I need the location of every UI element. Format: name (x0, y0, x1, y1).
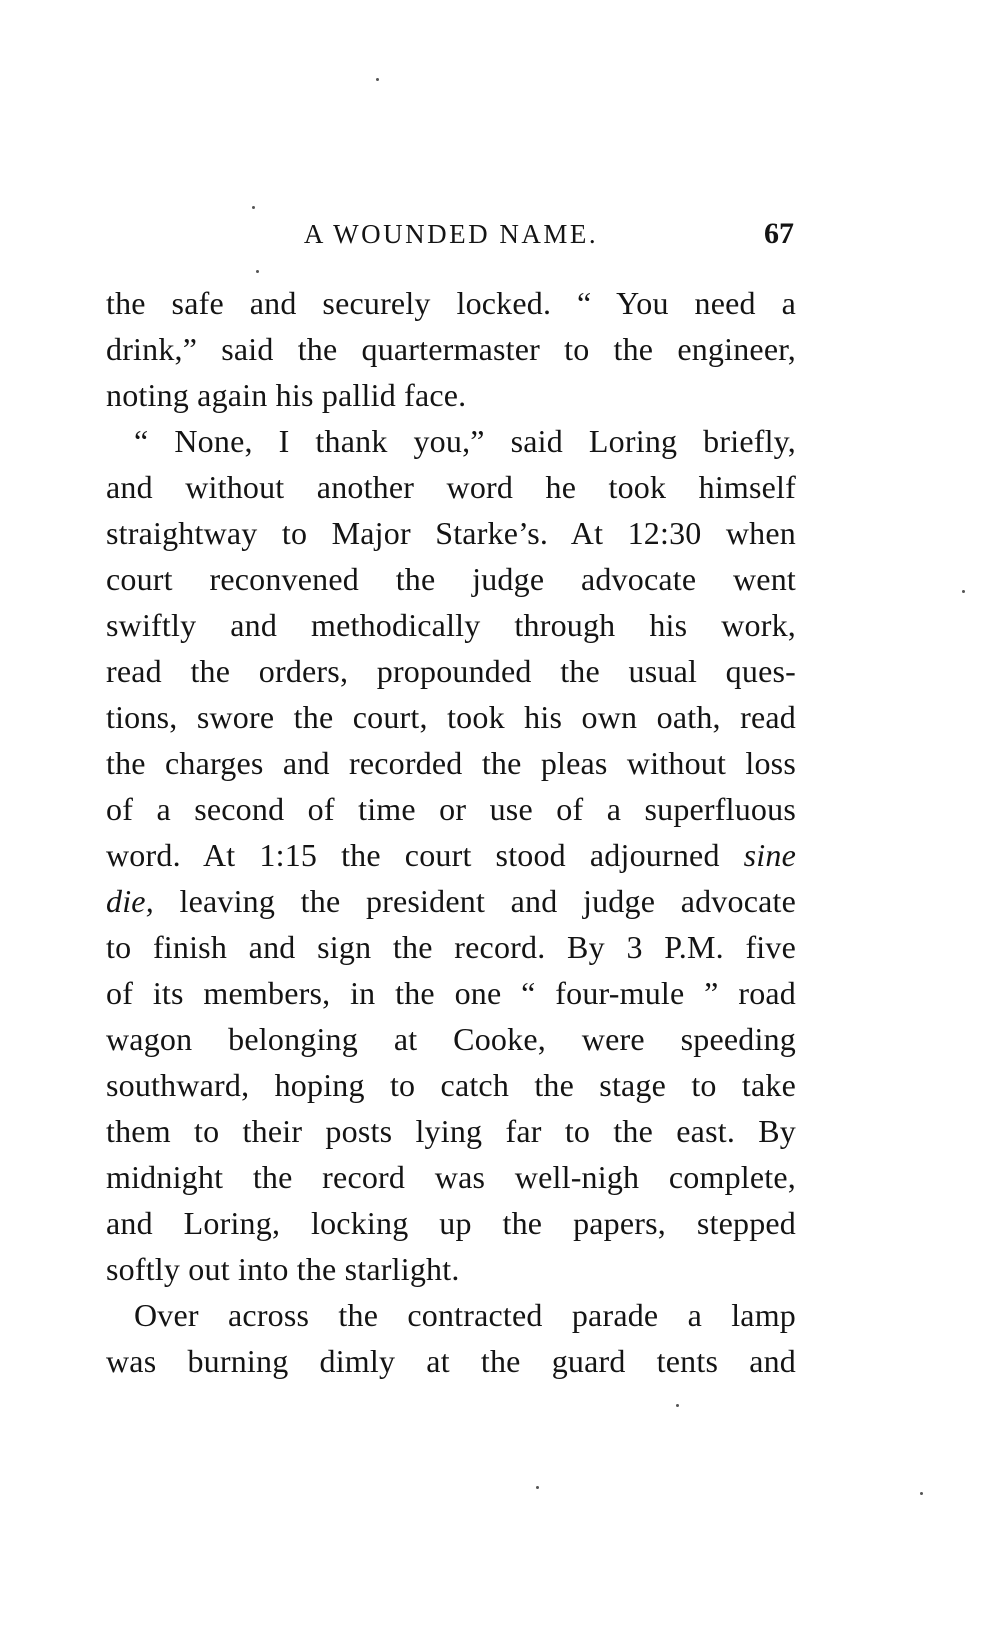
scan-speck (256, 270, 259, 273)
page-number: 67 (764, 217, 794, 250)
text-line: midnight the record was well-nigh complete, (106, 1159, 796, 1195)
text-line: and Loring, locking up the papers, stepped (106, 1205, 796, 1241)
text-line: “ None, I thank you,” said Loring briefly, (134, 423, 796, 459)
scan-speck (376, 78, 379, 81)
text-line: to finish and sign the record. By 3 P.M. five (106, 929, 796, 965)
text-line: read the orders, propounded the usual ques- (106, 653, 796, 689)
text-line: straightway to Major Starke’s. At 12:30 when (106, 515, 796, 551)
text-line: swiftly and methodically through his work, (106, 607, 796, 643)
scan-speck (536, 1486, 539, 1489)
running-title: A WOUNDED NAME. (303, 219, 599, 249)
text-line: drink,” said the quartermaster to the engineer, (106, 331, 796, 367)
text-line: Over across the contracted parade a lamp (134, 1297, 796, 1333)
running-head (108, 214, 794, 254)
text-line: tions, swore the court, took his own oath, read (106, 699, 796, 735)
text-line: of its members, in the one “ four-mule ” road (106, 975, 796, 1011)
scan-speck (676, 1404, 679, 1407)
text-line: noting again his pallid face. (106, 377, 467, 413)
text-line: die, leaving the president and judge advocate (106, 883, 796, 919)
text-line: wagon belonging at Cooke, were speeding (106, 1021, 796, 1057)
text-line: of a second of time or use of a superfluous (106, 791, 796, 827)
body-text (106, 280, 796, 1384)
scan-speck (920, 1492, 923, 1495)
text-line: word. At 1:15 the court stood adjourned sine (106, 837, 796, 873)
text-line: was burning dimly at the guard tents and (106, 1343, 796, 1379)
text-line: and without another word he took himself (106, 469, 796, 505)
text-line: southward, hoping to catch the stage to take (106, 1067, 796, 1103)
text-line: softly out into the starlight. (106, 1251, 460, 1287)
scan-speck (252, 206, 255, 209)
text-line: them to their posts lying far to the east. By (106, 1113, 796, 1149)
text-line: court reconvened the judge advocate went (106, 561, 796, 597)
scan-speck (962, 590, 965, 593)
text-line: the safe and securely locked. “ You need a (106, 285, 796, 321)
text-line: the charges and recorded the pleas without loss (106, 745, 796, 781)
